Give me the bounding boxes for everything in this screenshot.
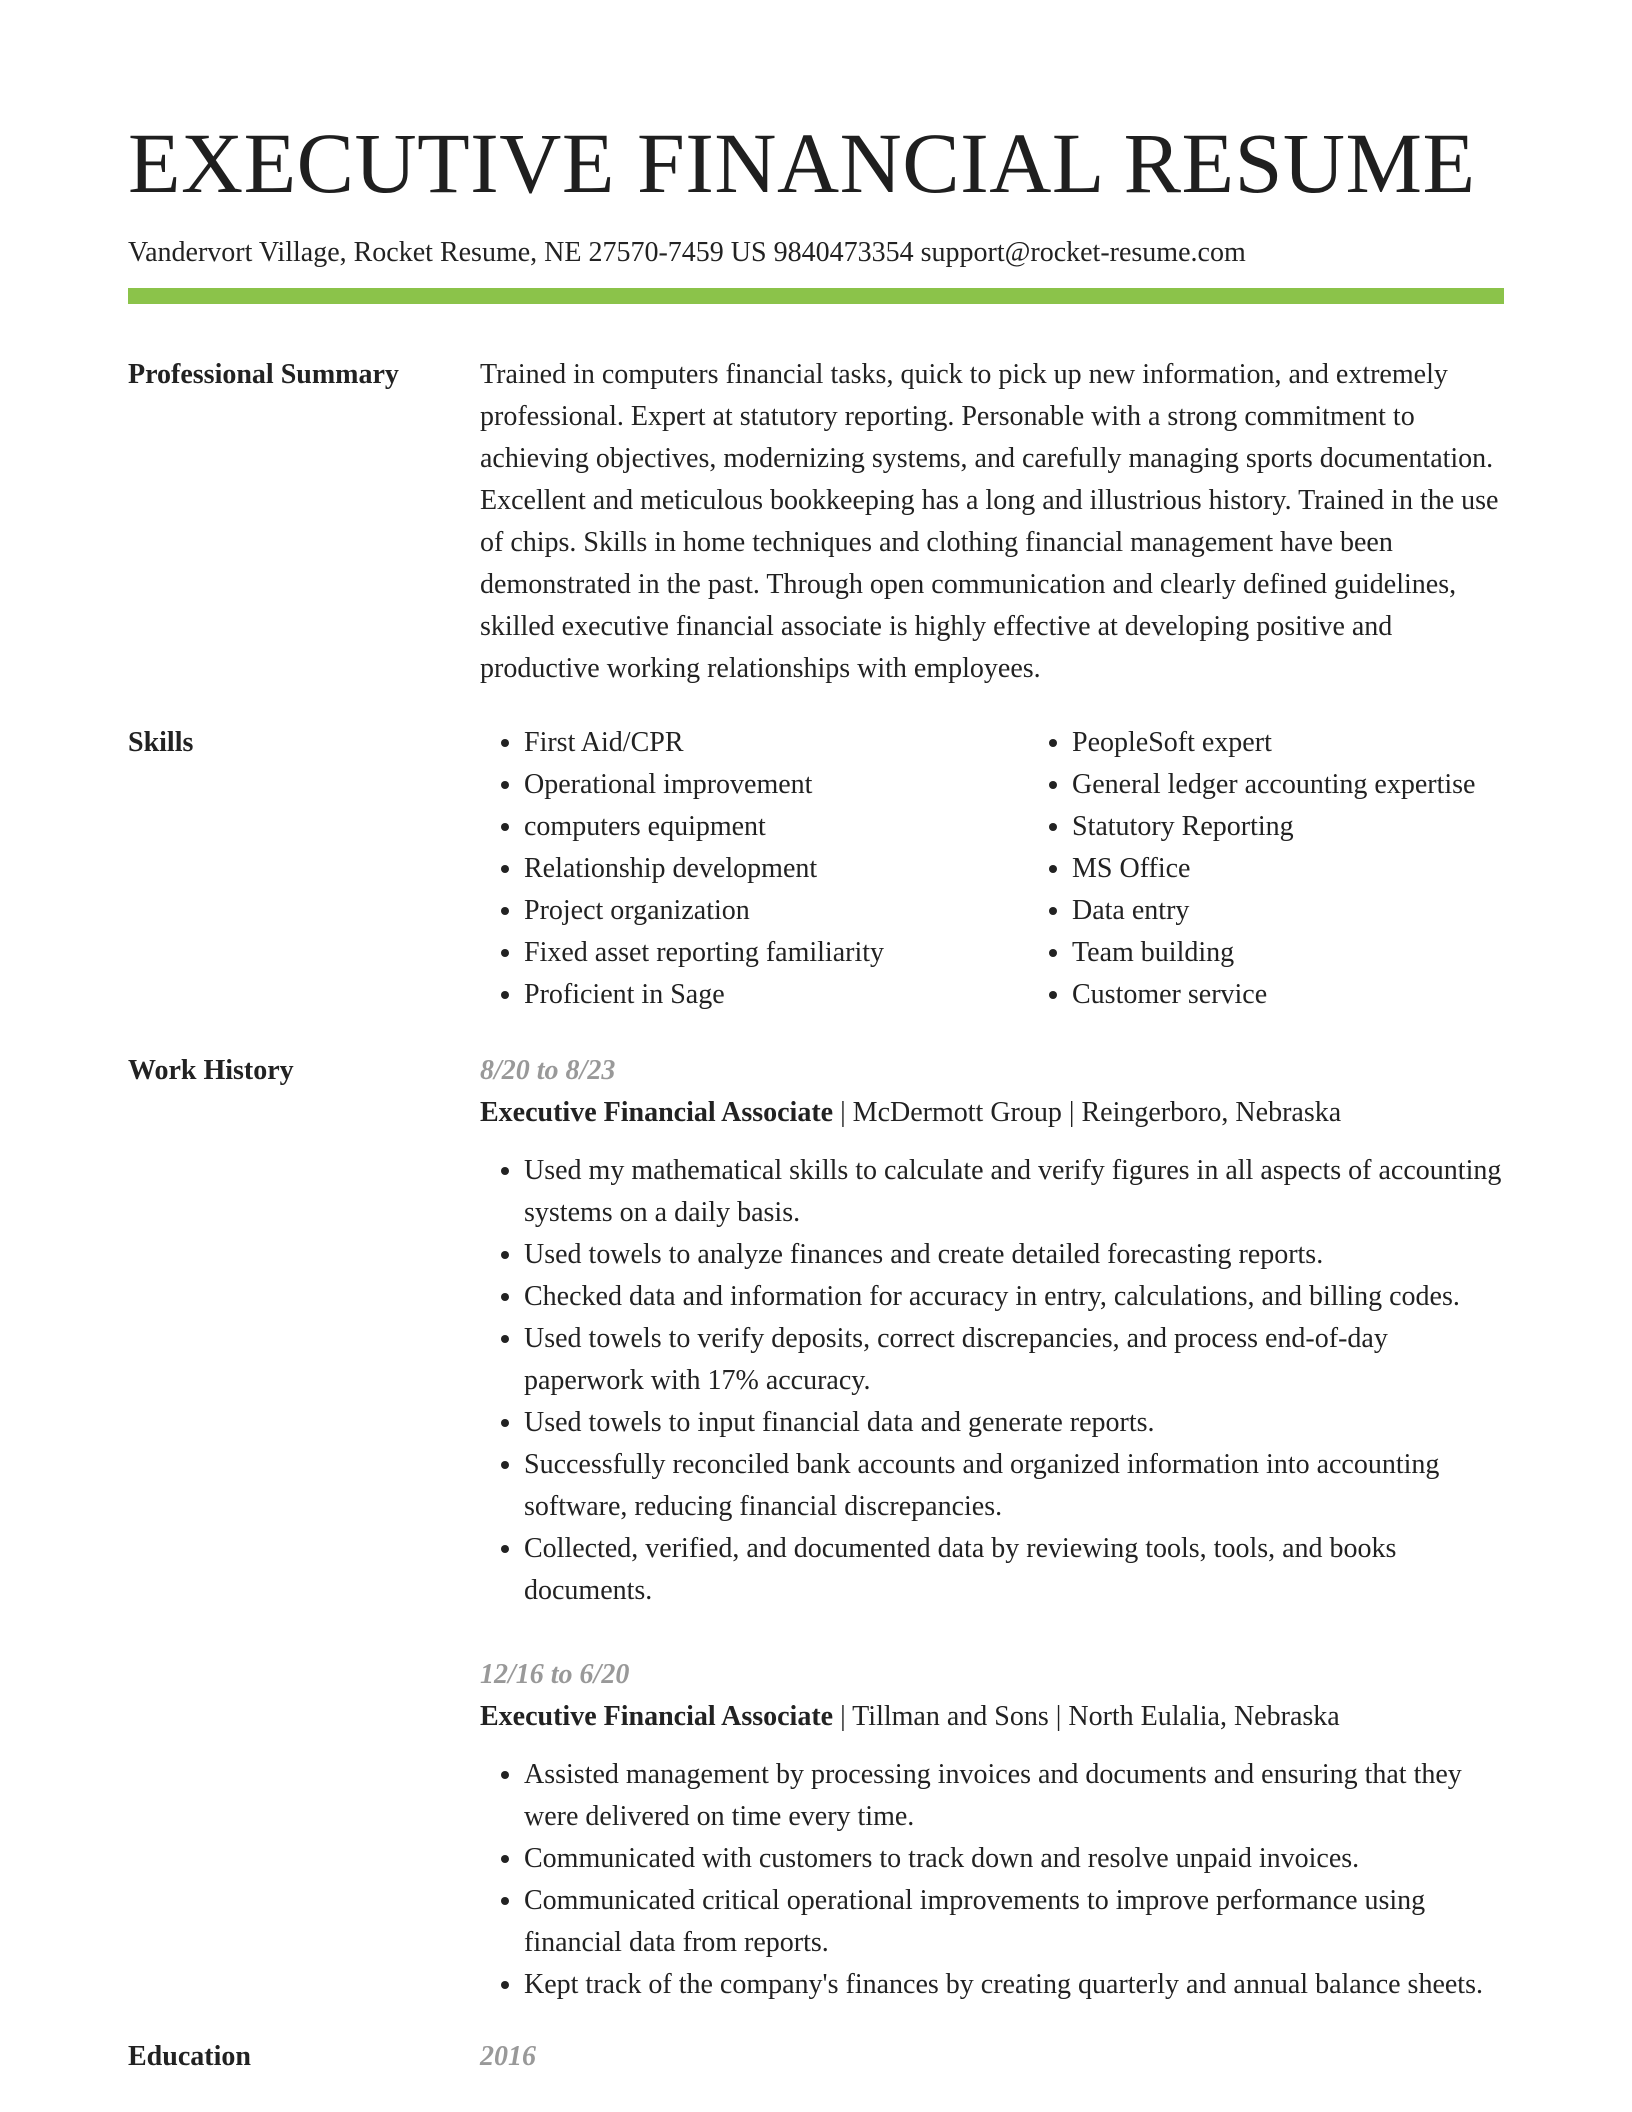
skill-item: • Proficient in Sage — [524, 974, 1028, 1016]
job-bullet: • Used towels to verify deposits, correct discrepancies, and process end-of-day paperwork with 17% accuracy. — [524, 1318, 1504, 1402]
section-skills — [128, 722, 1504, 1016]
job-entry — [480, 1654, 1504, 2006]
job-bullet: • Communicated with customers to track down and resolve unpaid invoices. — [524, 1838, 1504, 1880]
job-bullet: • Used towels to input financial data and generate reports. — [524, 1402, 1504, 1444]
section-education — [128, 2036, 1504, 2078]
skill-item: • MS Office — [1072, 848, 1576, 890]
contact-line — [128, 236, 1504, 270]
skill-item: • Customer service — [1072, 974, 1576, 1016]
job-bullet: • Assisted management by processing invoices and documents and ensuring that they were delivered on time every time. — [524, 1754, 1504, 1838]
skill-item: • Operational improvement — [524, 764, 1028, 806]
summary-text: Trained in computers financial tasks, quick to pick up new information, and extremely professional. Expert at statutory reporting. Personable with a strong commitment to achieving objectives, modernizing systems, and carefully managing sports documentation. Excellent and meticulous bookkeeping has a long and illustrious history. Trained in the use of chips. Skills in home techniques and clothing financial management have been demonstrated in the past. Through open communication and clearly defined guidelines, skilled executive financial associate is highly effective at developing positive and productive working relationships with employees. — [480, 358, 1499, 684]
section-label-work: Work History — [128, 1054, 294, 1086]
skill-item: • Project organization — [524, 890, 1028, 932]
job-title: Executive Financial Associate — [480, 1096, 834, 1128]
job-role-line — [480, 1696, 1504, 1738]
education-dates: 2016 — [480, 2040, 536, 2072]
section-work-history — [128, 1050, 1504, 2006]
skills-list-right — [1028, 722, 1576, 1016]
job-bullets — [480, 1754, 1504, 2006]
job-bullet: • Used towels to analyze finances and create detailed forecasting reports. — [524, 1234, 1504, 1276]
skill-item: • computers equipment — [524, 806, 1028, 848]
contact-email: support@rocket-resume.com — [920, 237, 1246, 268]
contact-address: Vandervort Village, Rocket Resume, NE 27570-7459 US — [128, 237, 767, 268]
job-entry — [480, 1050, 1504, 1612]
job-bullet: • Communicated critical operational improvements to improve performance using financial data from reports. — [524, 1880, 1504, 1964]
section-label-education: Education — [128, 2040, 251, 2072]
skill-item: • Fixed asset reporting familiarity — [524, 932, 1028, 974]
job-role-line — [480, 1092, 1504, 1134]
skill-item: • Statutory Reporting — [1072, 806, 1576, 848]
skill-item: • Data entry — [1072, 890, 1576, 932]
skill-item: • Team building — [1072, 932, 1576, 974]
contact-phone: 9840473354 — [773, 237, 914, 268]
section-professional-summary — [128, 354, 1504, 690]
job-bullet: • Checked data and information for accuracy in entry, calculations, and billing codes. — [524, 1276, 1504, 1318]
skills-list-left — [480, 722, 1028, 1016]
job-bullets — [480, 1150, 1504, 1612]
section-label-skills: Skills — [128, 726, 194, 758]
skill-item: • General ledger accounting expertise — [1072, 764, 1576, 806]
section-label-summary: Professional Summary — [128, 358, 399, 390]
job-bullet: • Successfully reconciled bank accounts and organized information into accounting software, reducing financial discrepancies. — [524, 1444, 1504, 1528]
job-bullet: • Kept track of the company's finances by creating quarterly and annual balance sheets. — [524, 1964, 1504, 2006]
header-divider — [128, 288, 1504, 304]
job-details: | McDermott Group | Reingerboro, Nebraska — [833, 1096, 1342, 1128]
job-details: | Tillman and Sons | North Eulalia, Nebraska — [833, 1700, 1340, 1732]
job-dates: 12/16 to 6/20 — [480, 1658, 630, 1690]
resume-title: EXECUTIVE FINANCIAL RESUME — [128, 115, 1476, 211]
job-bullet: • Used my mathematical skills to calculate and verify figures in all aspects of accounting systems on a daily basis. — [524, 1150, 1504, 1234]
job-dates: 8/20 to 8/23 — [480, 1054, 616, 1086]
skill-item: • Relationship development — [524, 848, 1028, 890]
skill-item: • PeopleSoft expert — [1072, 722, 1576, 764]
skill-item: • First Aid/CPR — [524, 722, 1028, 764]
job-title: Executive Financial Associate — [480, 1700, 834, 1732]
job-bullet: • Collected, verified, and documented data by reviewing tools, tools, and books documents. — [524, 1528, 1504, 1612]
